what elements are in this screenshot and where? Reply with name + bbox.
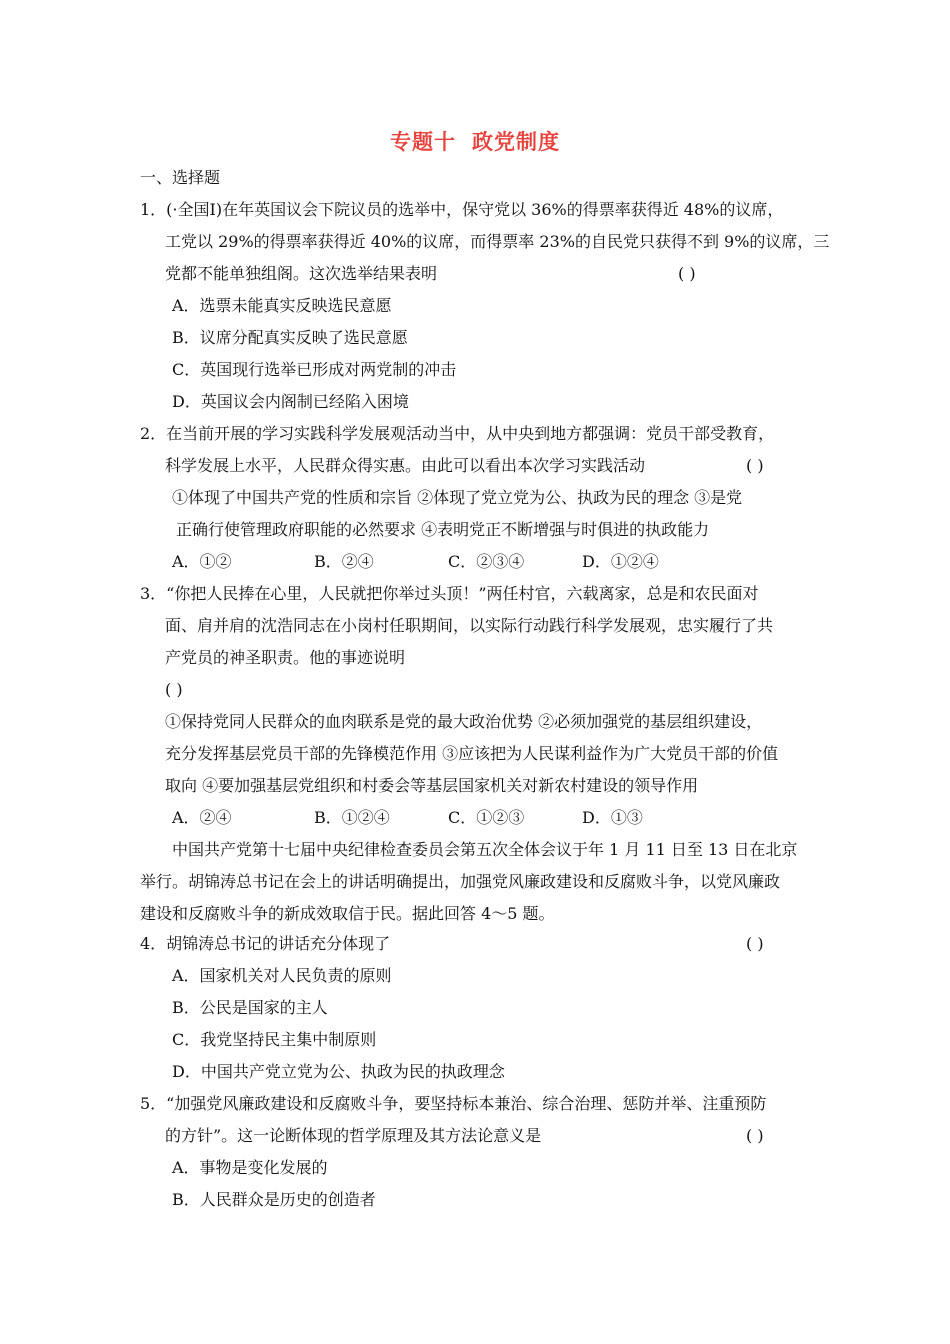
passage-line: 中国共产党第十七届中央纪律检查委员会第五次全体会议于年 1 月 11 日至 13 日在北京 xyxy=(172,840,798,859)
page-title xyxy=(0,126,950,156)
q3-statement-line: 取向 ④要加强基层党组织和村委会等基层国家机关对新农村建设的领导作用 xyxy=(165,776,699,795)
q1-option-d: D．英国议会内阁制已经陷入困境 xyxy=(172,392,409,411)
q4-answer-bracket: ( ) xyxy=(746,934,764,953)
q4-option-c: C．我党坚持民主集中制原则 xyxy=(172,1030,377,1049)
q1-option-c: C．英国现行选举已形成对两党制的冲击 xyxy=(172,360,457,379)
q3-answer-bracket: ( ) xyxy=(165,680,183,699)
q3-stem-line: 面、肩并肩的沈浩同志在小岗村任职期间，以实际行动践行科学发展观，忠实履行了共 xyxy=(165,616,774,635)
q2-option-b: B．②④ xyxy=(314,552,374,571)
q2-stem-line: 2．在当前开展的学习实践科学发展观活动当中，从中央到地方都强调：党员干部受教育， xyxy=(140,424,775,443)
q5-option-b: B．人民群众是历史的创造者 xyxy=(172,1190,376,1209)
q3-stem-line: 产党员的神圣职责。他的事迹说明 xyxy=(165,648,406,667)
q4-option-b: B．公民是国家的主人 xyxy=(172,998,328,1017)
q2-option-a: A．①② xyxy=(172,552,232,571)
q3-statement-line: ①保持党同人民群众的血肉联系是党的最大政治优势 ②必须加强党的基层组织建设， xyxy=(165,712,763,731)
q2-statement-line: 正确行使管理政府职能的必然要求 ④表明党正不断增强与时俱进的执政能力 xyxy=(176,520,710,539)
passage-line: 建设和反腐败斗争的新成效取信于民。据此回答 4～5 题。 xyxy=(140,904,555,923)
q5-option-a: A．事物是变化发展的 xyxy=(172,1158,328,1177)
q5-answer-bracket: ( ) xyxy=(746,1126,764,1145)
title-part2: 政党制度 xyxy=(472,130,560,154)
q2-stem-line: 科学发展上水平，人民群众得实惠。由此可以看出本次学习实践活动 xyxy=(165,456,646,475)
q3-option-b: B．①②④ xyxy=(314,808,390,827)
q1-option-b: B．议席分配真实反映了选民意愿 xyxy=(172,328,408,347)
title-part1: 专题十 xyxy=(390,130,456,154)
q3-option-a: A．②④ xyxy=(172,808,232,827)
passage-line: 举行。胡锦涛总书记在会上的讲话明确提出，加强党风廉政建设和反腐败斗争，以党风廉政 xyxy=(140,872,781,891)
section-heading: 一、选择题 xyxy=(140,168,221,187)
q1-stem-line: 1．(·全国Ⅰ)在年英国议会下院议员的选举中，保守党以 36%的得票率获得近 48%的议席， xyxy=(140,200,784,219)
q2-answer-bracket: ( ) xyxy=(746,456,764,475)
q2-statement-line: ①体现了中国共产党的性质和宗旨 ②体现了党立党为公、执政为民的理念 ③是党 xyxy=(172,488,743,507)
q2-option-c: C．②③④ xyxy=(448,552,525,571)
q4-option-a: A．国家机关对人民负责的原则 xyxy=(172,966,392,985)
q1-stem-line: 工党以 29%的得票率获得近 40%的议席，而得票率 23%的自民党只获得不到 9%的议席，三 xyxy=(165,232,830,251)
q2-option-d: D．①②④ xyxy=(582,552,659,571)
q3-option-d: D．①③ xyxy=(582,808,643,827)
q1-answer-bracket: ( ) xyxy=(678,264,696,283)
q3-stem-line: 3．“你把人民捧在心里，人民就把你举过头顶！”两任村官，六载离家，总是和农民面对 xyxy=(140,584,759,603)
q4-option-d: D．中国共产党立党为公、执政为民的执政理念 xyxy=(172,1062,505,1081)
q5-stem-line: 的方针”。这一论断体现的哲学原理及其方法论意义是 xyxy=(165,1126,542,1145)
q4-stem-line: 4．胡锦涛总书记的讲话充分体现了 xyxy=(140,934,391,953)
q5-stem-line: 5．“加强党风廉政建设和反腐败斗争，要坚持标本兼治、综合治理、惩防并举、注重预防 xyxy=(140,1094,767,1113)
q3-statement-line: 充分发挥基层党员干部的先锋模范作用 ③应该把为人民谋利益作为广大党员干部的价值 xyxy=(165,744,779,763)
q1-option-a: A．选票未能真实反映选民意愿 xyxy=(172,296,392,315)
q3-option-c: C．①②③ xyxy=(448,808,525,827)
q1-stem-line: 党都不能单独组阁。这次选举结果表明 xyxy=(165,264,438,283)
